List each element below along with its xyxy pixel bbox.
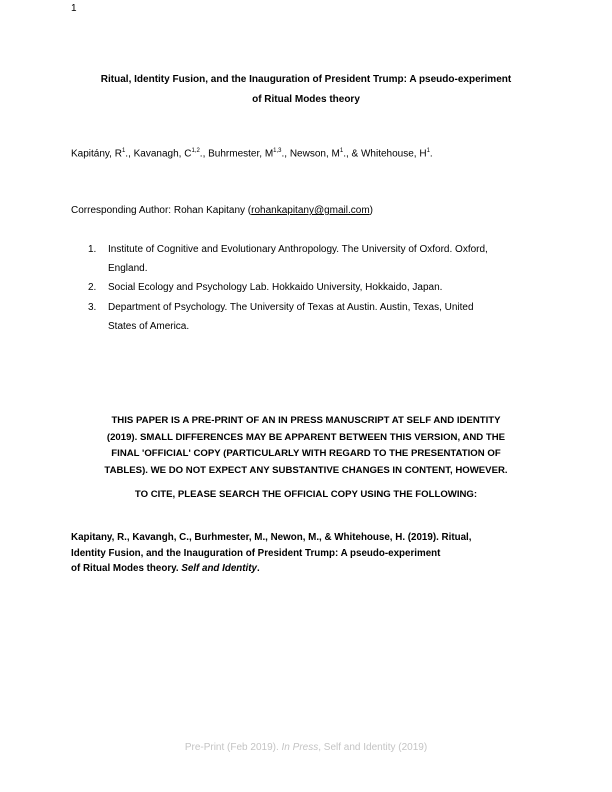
notice-line-1: THIS PAPER IS A PRE-PRINT OF AN IN PRESS MANUSCRIPT AT SELF AND IDENTITY [111,415,501,426]
notice-line-4: TABLES). WE DO NOT EXPECT ANY SUBSTANTIVE CHANGES IN CONTENT, HOWEVER. [104,464,508,476]
footer-in-press: In Press [281,742,319,753]
footer-pre: Pre-Print (Feb 2019). [184,742,282,753]
citation-journal: Self and Identity [181,563,257,574]
author-2: ., Kavanagh, C [125,148,192,160]
author-3: ., Buhrmester, M [199,148,274,160]
notice-line-3: FINAL 'OFFICIAL' COPY (PARTICULARLY WITH REGARD TO THE PRESENTATION OF [111,448,501,459]
author-4-affil: 1 [339,148,344,154]
affiliation-text-cont: States of America. [108,321,190,332]
author-list-end: . [429,148,433,160]
page-footer [0,742,612,753]
affiliation-number: 3. [88,302,97,313]
affiliation-text: Institute of Cognitive and Evolutionary Anthropology. The University of Oxford. Oxford, [108,244,488,255]
page-number: 1 [71,3,77,14]
corresponding-author [71,205,373,216]
affiliation-number: 2. [88,282,97,293]
author-1: Kapitány, R [71,148,122,160]
citation-line-3 [71,561,541,577]
title-line-1: Ritual, Identity Fusion, and the Inauguration of President Trump: A pseudo-experiment [100,74,512,85]
affiliation-item [88,298,528,336]
affiliation-text: Department of Psychology. The University of Texas at Austin. Austin, Texas, United [108,302,474,313]
corresponding-label: Corresponding Author: Rohan Kapitany ( [71,205,252,216]
citation-line-1: Kapitany, R., Kavangh, C., Burhmester, M., Newon, M., & Whitehouse, H. (2019). Ritual, [71,532,472,543]
author-2-affil: 1,2 [191,148,200,154]
citation-line-2: Identity Fusion, and the Inauguration of President Trump: A pseudo-experiment [71,547,441,559]
affiliation-item [88,240,528,278]
footer-post: , Self and Identity (2019) [318,742,428,753]
author-3-affil: 1,3 [273,148,282,154]
affiliation-item [88,278,528,297]
paper-title [60,70,552,110]
affiliation-number: 1. [88,244,97,255]
author-1-affil: 1 [121,148,126,154]
citation-instruction: TO CITE, PLEASE SEARCH THE OFFICIAL COPY USING THE FOLLOWING: [134,489,478,500]
affiliation-text: Social Ecology and Psychology Lab. Hokkaido University, Hokkaido, Japan. [108,282,443,293]
citation-reference [71,530,541,577]
author-5-affil: 1 [426,148,430,154]
preprint-notice [70,413,542,479]
title-line-2: of Ritual Modes theory [252,94,360,105]
author-list [71,148,433,159]
citation-title-end: of Ritual Modes theory. [71,563,182,574]
citation-end: . [256,563,260,574]
corresponding-email-link[interactable]: rohankapitany@gmail.com [251,205,370,216]
author-4: ., Newson, M [281,148,340,160]
corresponding-close: ) [369,205,374,216]
notice-line-2: (2019). SMALL DIFFERENCES MAY BE APPARENT BETWEEN THIS VERSION, AND THE [106,431,506,443]
author-5: ., & Whitehouse, H [343,148,427,160]
affiliation-text-cont: England. [108,263,148,274]
